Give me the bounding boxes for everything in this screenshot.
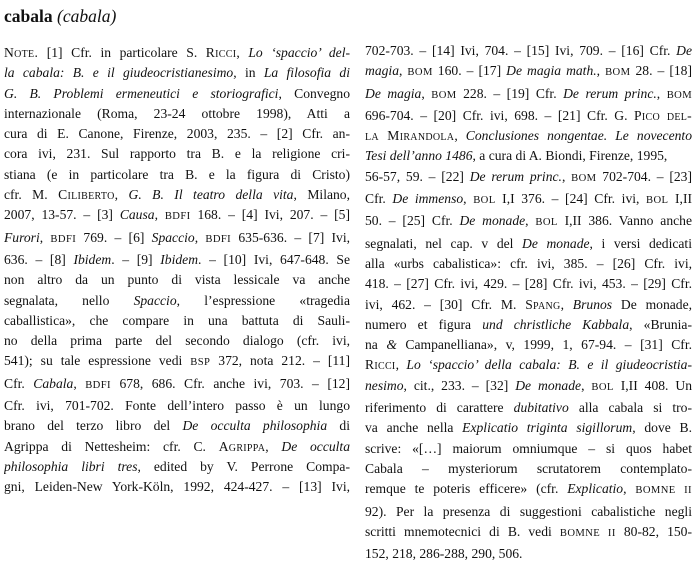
small-caps-span: la Mirandola xyxy=(365,128,455,144)
italic-span: und christliche Kabbala xyxy=(482,316,630,332)
text-line xyxy=(365,459,692,479)
text-span: , xyxy=(194,229,206,245)
italic-span: Lo ‘spaccio’ della cabala: B. e il giudeocristia- xyxy=(406,357,692,373)
text-span: , xyxy=(73,375,86,391)
abbreviation-span: BOM xyxy=(605,67,631,79)
text-span: 160. – [17] xyxy=(432,63,507,79)
italic-span: G. B. Il teatro della vita xyxy=(128,187,294,203)
text-span: , dove B. xyxy=(632,420,692,436)
text-line xyxy=(4,43,350,63)
abbreviation-span: BOL xyxy=(646,195,669,207)
notes-column-right xyxy=(365,41,692,564)
text-span: , xyxy=(39,229,51,245)
text-line xyxy=(4,205,350,227)
italic-span: La filosofia di xyxy=(263,65,350,81)
text-line xyxy=(365,355,692,375)
text-line xyxy=(4,374,350,396)
text-line xyxy=(365,146,692,166)
text-span: 92). Per la presenza di suggestioni cabalistiche negli xyxy=(365,503,692,519)
text-line xyxy=(4,63,350,83)
text-span: 372, nota 212. – [11] xyxy=(210,353,350,369)
italic-span: Cabala xyxy=(33,375,74,391)
text-span: na xyxy=(365,337,387,353)
text-span: , Milano, xyxy=(293,187,350,203)
text-line xyxy=(4,185,350,205)
text-span: remque te poteris efficere» (cfr. xyxy=(365,481,568,497)
abbreviation-span: BOM xyxy=(407,67,433,79)
text-line xyxy=(365,41,692,61)
abbreviation-span: BOM xyxy=(571,172,597,184)
text-span: 636. – [8] xyxy=(4,251,74,267)
text-span: Campanelliana», v, 1999, 1, 67-94. – [31] Cfr. xyxy=(396,337,692,353)
italic-span: Explicatio triginta sigillorum xyxy=(462,420,633,436)
text-span: I,II xyxy=(668,191,692,207)
text-line xyxy=(365,106,692,126)
text-line xyxy=(365,84,692,106)
abbreviation-span: BOM xyxy=(431,89,457,101)
text-span: riferimento di carattere xyxy=(365,400,514,416)
text-span: 678, 686. Cfr. anche ivi, 703. – [12] xyxy=(110,375,350,391)
text-line xyxy=(365,167,692,189)
text-line xyxy=(4,124,350,144)
text-span: I,I 376. – [24] Cfr. ivi, xyxy=(495,191,647,207)
italic-span: magia xyxy=(365,63,399,79)
text-line xyxy=(365,234,692,254)
small-caps-span: Spang xyxy=(525,296,561,312)
entry-heading xyxy=(4,4,692,28)
text-line xyxy=(4,291,350,311)
text-span: De monade, xyxy=(612,296,692,312)
italic-span: De xyxy=(676,43,692,58)
abbreviation-span: BDFI xyxy=(50,233,77,245)
text-line xyxy=(4,250,350,270)
italic-span: G. B. Problemi ermeneutici e storiografici xyxy=(4,85,279,101)
text-span: [1] Cfr. in particolare S. xyxy=(38,45,206,60)
text-span: , xyxy=(560,296,573,312)
abbreviation-span: BSP xyxy=(190,357,211,369)
text-line xyxy=(4,477,350,497)
abbreviation-span: BOL xyxy=(473,195,496,207)
italic-span: la cabala: B. e il giudeocristianesimo xyxy=(4,65,234,81)
text-span: , xyxy=(398,63,408,79)
text-line xyxy=(365,502,692,522)
text-span: cfr. M. xyxy=(4,187,59,203)
text-span: alla cabala si tro- xyxy=(568,400,692,416)
text-line xyxy=(365,398,692,418)
text-span: , xyxy=(395,357,407,373)
small-caps-span: Ricci xyxy=(205,45,237,60)
text-span: 28. – [18] xyxy=(630,63,692,79)
entry-headword: cabala xyxy=(4,6,53,26)
text-line xyxy=(4,144,350,164)
notes-column-left xyxy=(4,43,350,498)
italic-span: De occulta philosophia xyxy=(182,418,328,434)
text-line xyxy=(365,295,692,315)
text-span: gni, Leiden-New York-Köln, 1992, 424-427. – [13] Ivi, xyxy=(4,479,350,495)
text-line xyxy=(365,418,692,438)
text-span: segnalati, nel cap. v del xyxy=(365,235,523,251)
text-span: , xyxy=(561,168,572,184)
text-span: cura di E. Canone, Firenze, 2003, 235. – [2] Cfr. an- xyxy=(4,126,350,142)
italic-span: De rerum princ. xyxy=(469,168,562,184)
text-line xyxy=(365,439,692,459)
text-line xyxy=(365,315,692,335)
text-span: 50. – [25] Cfr. xyxy=(365,213,460,229)
text-span: 541); su tale espressione vedi xyxy=(4,353,191,369)
text-span: , xyxy=(114,187,129,203)
italic-span: Furori xyxy=(4,229,40,245)
text-span: , xyxy=(463,191,474,207)
italic-span: Spaccio xyxy=(151,229,195,245)
text-line xyxy=(365,254,692,274)
text-line xyxy=(4,437,350,457)
text-span: , xyxy=(525,213,536,229)
text-line xyxy=(365,544,692,564)
text-line xyxy=(365,211,692,233)
text-span: , in xyxy=(233,65,264,81)
italic-span: Ibidem xyxy=(73,251,112,267)
italic-span: De occulta xyxy=(281,438,350,454)
text-span: brano del terzo libro del xyxy=(4,418,183,434)
text-span: internazionale (Roma, 23-24 ottobre 1998), Atti a xyxy=(4,105,350,121)
text-span: . – [9] xyxy=(111,251,161,267)
small-caps-span: Agrippa xyxy=(218,438,266,454)
text-span: non altro da un punto di vista lessicale va anche xyxy=(4,272,350,288)
italic-span: Spaccio xyxy=(133,292,177,308)
small-caps-span: Note. xyxy=(4,45,39,60)
italic-span: Conclusiones nongentae. Le novecento xyxy=(465,128,692,144)
text-line xyxy=(365,61,692,83)
text-span: numero et figura xyxy=(365,316,483,332)
italic-span: Ibidem xyxy=(160,251,199,267)
text-span: , xyxy=(596,63,606,79)
italic-span: nesimo xyxy=(365,377,404,393)
text-span: , xyxy=(656,85,667,101)
text-span: , l’espressione «tragedia xyxy=(176,292,350,308)
text-span: stiana (e in particolare tra B. e la figura di Cristo) xyxy=(4,166,350,182)
text-span: , Convegno xyxy=(278,85,350,101)
text-span: cora ivi, 231. Sul rapporto tra B. e la religione cri- xyxy=(4,146,350,162)
text-line xyxy=(365,274,692,294)
text-line xyxy=(4,311,350,331)
text-span: Agrippa di Nettesheim: cfr. C. xyxy=(4,438,219,454)
text-span: 418. – [27] Cfr. ivi, 429. – [28] Cfr. ivi, 453. – [29] Cfr. xyxy=(365,276,692,292)
text-span: scrive: «[…] maiorum omniumque – si quos habet xyxy=(365,440,692,456)
italic-span: philosophia libri tres xyxy=(4,458,138,474)
abbreviation-span: BOMNE II xyxy=(559,527,616,539)
text-line xyxy=(4,351,350,373)
text-span: , xyxy=(623,481,636,497)
text-span: alla «urbs cabalistica»: cfr. ivi, 385. – [26] Cfr. ivi, xyxy=(365,255,692,271)
text-span: Cfr. ivi, 701-702. Fonte dell’intero passo è un lungo xyxy=(4,398,350,414)
small-caps-span: Ciliberto xyxy=(58,187,115,203)
text-span: , «Brunia- xyxy=(629,316,692,332)
text-span: 152, 218, 286-288, 290, 506. xyxy=(365,546,523,562)
text-line xyxy=(365,126,692,146)
text-span: 696-704. – [20] Cfr. ivi, 698. – [21] Cfr. G. xyxy=(365,107,635,123)
italic-span: Explicatio xyxy=(567,481,624,497)
small-caps-span: Pico del- xyxy=(634,107,692,123)
text-line xyxy=(365,335,692,355)
text-span: , a cura di A. Biondi, Firenze, 1995, xyxy=(472,148,668,164)
italic-span: De rerum princ. xyxy=(563,85,657,101)
italic-span: Tesi dell’anno 1486 xyxy=(365,148,473,164)
entry-variant: (cabala) xyxy=(57,6,117,26)
abbreviation-span: BDFI xyxy=(85,379,111,391)
text-span: di xyxy=(327,418,350,434)
text-line xyxy=(365,479,692,501)
text-span: . – [10] Ivi, 647-648. Se xyxy=(198,251,350,267)
abbreviation-span: BOL xyxy=(535,217,558,229)
text-span: , xyxy=(421,85,432,101)
text-span: 168. – [4] Ivi, 207. – [5] xyxy=(190,207,350,223)
text-span: , xyxy=(265,438,282,454)
italic-span: Causa xyxy=(119,207,155,223)
text-span: I,II 408. Un xyxy=(613,377,692,393)
text-span: no della prima parte del secondo dialogo (cfr. ivi, xyxy=(4,333,350,349)
text-span: Cfr. xyxy=(4,375,34,391)
italic-span: De immenso xyxy=(392,191,464,207)
italic-span: De monade xyxy=(459,213,526,229)
text-line xyxy=(365,522,692,544)
italic-span: De monade xyxy=(522,235,590,251)
text-span: 2007, 13-57. – [3] xyxy=(4,207,120,223)
text-span: caballistica», che compare in una battuta di Sauli- xyxy=(4,312,350,328)
abbreviation-span: BOMNE II xyxy=(635,485,692,497)
italic-span: De magia xyxy=(365,85,422,101)
text-span: segnalata, nello xyxy=(4,292,134,308)
document-page xyxy=(4,4,692,562)
text-line xyxy=(4,331,350,351)
text-span: I,II 386. Vanno anche xyxy=(557,213,692,229)
abbreviation-span: BDFI xyxy=(205,233,232,245)
italic-span: De magia math. xyxy=(506,63,597,79)
text-span: 702-704. – [23] xyxy=(596,168,692,184)
text-line xyxy=(4,228,350,250)
text-span: , edited by V. Perrone Compa- xyxy=(137,458,350,474)
text-span: , cit., 233. – [32] xyxy=(403,377,516,393)
text-line xyxy=(365,376,692,398)
text-line xyxy=(4,270,350,290)
text-line xyxy=(4,396,350,416)
text-span: , xyxy=(236,45,249,60)
text-line xyxy=(4,165,350,185)
text-span: va anche nella xyxy=(365,420,463,436)
text-span: , xyxy=(581,377,592,393)
text-span: Cabala – mysteriorum scrutatorem contemplato- xyxy=(365,460,692,476)
text-span: 702-703. – [14] Ivi, 704. – [15] Ivi, 709. – [16] Cfr. xyxy=(365,43,677,58)
text-span: 228. – [19] Cfr. xyxy=(456,85,564,101)
text-line xyxy=(4,104,350,124)
text-span: ivi, 462. – [30] Cfr. M. xyxy=(365,296,526,312)
text-line xyxy=(4,416,350,436)
text-line xyxy=(365,189,692,211)
italic-span: Lo ‘spaccio’ del- xyxy=(248,45,350,60)
text-span: , xyxy=(154,207,165,223)
text-span: Cfr. xyxy=(365,191,393,207)
text-line xyxy=(4,457,350,477)
text-span: , xyxy=(454,128,466,144)
italic-span: dubitativo xyxy=(513,400,569,416)
abbreviation-span: BDFI xyxy=(164,211,191,223)
italic-span: Brunos xyxy=(572,296,613,312)
italic-span: De monade xyxy=(515,377,582,393)
italic-span: & xyxy=(386,337,397,353)
abbreviation-span: BOL xyxy=(591,381,614,393)
text-span: , i versi dedicati xyxy=(589,235,692,251)
small-caps-span: Ricci xyxy=(365,357,396,373)
text-span: 635-636. – [7] Ivi, xyxy=(231,229,350,245)
text-span: 56-57, 59. – [22] xyxy=(365,168,470,184)
text-span: scritti mnemotecnici di B. vedi xyxy=(365,523,560,539)
abbreviation-span: BOM xyxy=(666,89,692,101)
text-span: 80-82, 150- xyxy=(615,523,692,539)
text-span: 769. – [6] xyxy=(76,229,152,245)
text-line xyxy=(4,84,350,104)
